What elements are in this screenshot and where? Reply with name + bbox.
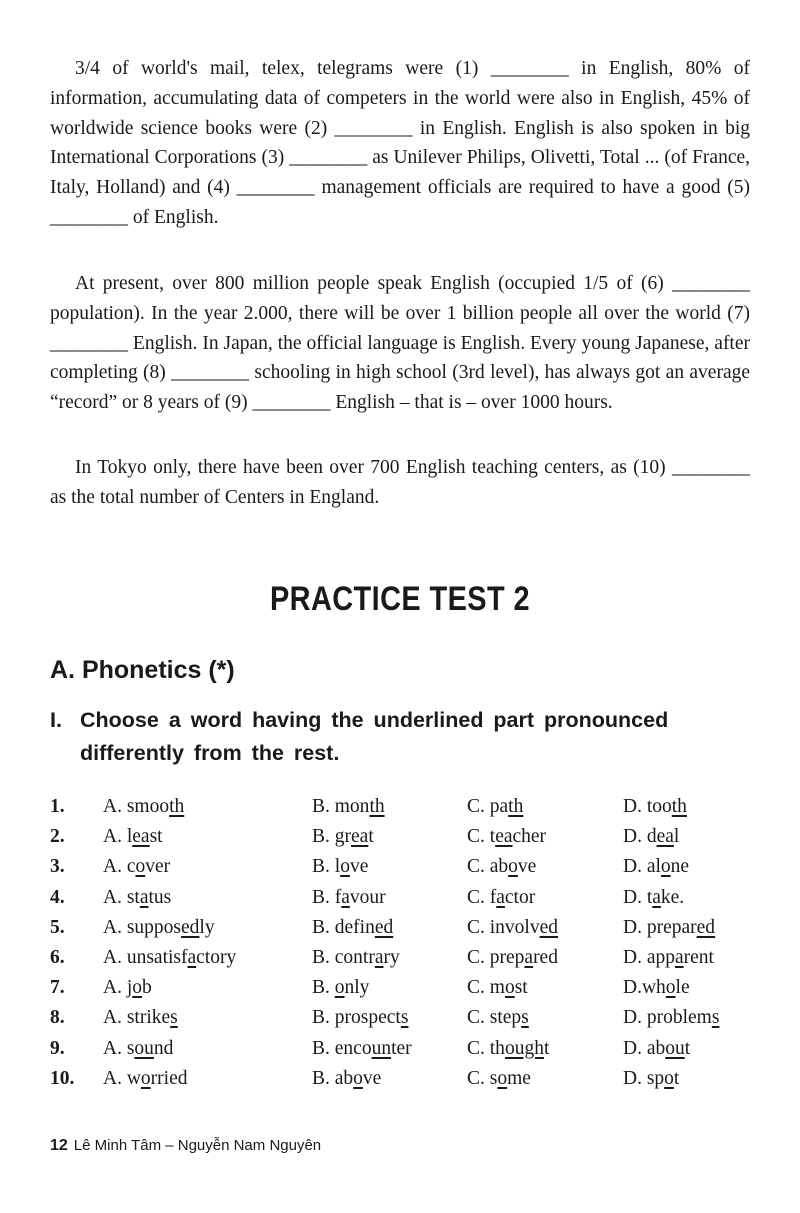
option-text: D. ab bbox=[623, 1037, 666, 1059]
exercise-instruction bbox=[50, 704, 750, 770]
option-text: b bbox=[142, 977, 152, 999]
underlined-part: a bbox=[652, 886, 661, 908]
option-text: D. al bbox=[623, 856, 661, 878]
underlined-part: th bbox=[369, 796, 385, 818]
question-number: 9. bbox=[50, 1037, 65, 1059]
option-text: st bbox=[149, 826, 163, 848]
answer-option bbox=[312, 826, 467, 848]
question-row bbox=[50, 852, 763, 882]
underlined-part: s bbox=[711, 1007, 720, 1029]
underlined-part: o bbox=[132, 977, 142, 999]
option-text: ve bbox=[349, 856, 369, 878]
option-text: C. ab bbox=[467, 856, 509, 878]
exercise-number: I. bbox=[50, 708, 62, 732]
option-text: ke. bbox=[660, 886, 685, 908]
option-text: ter bbox=[391, 1037, 412, 1059]
answer-option bbox=[312, 796, 467, 818]
underlined-part: a bbox=[496, 886, 505, 908]
paragraph-1: 3/4 of world's mail, telex, telegrams were (1) ________ in English, 80% of information, accumulating data of competers in the world were also in English, 45% of worldwide science books were (2) ________ in English. English is also spoken in big International Corporations (3) ________ as Unilever Philips, Olivetti, Total ... (of France, Italy, Holland) and (4) ________ management officials are required to have a good (5) ________ of English. bbox=[50, 58, 750, 228]
answer-option bbox=[103, 856, 312, 878]
option-text: C. involv bbox=[467, 916, 540, 938]
option-text: A. w bbox=[103, 1067, 141, 1089]
answer-option bbox=[623, 917, 763, 939]
question-row bbox=[50, 943, 763, 973]
instruction-line-2: differently from the rest. bbox=[80, 741, 340, 765]
answer-option bbox=[103, 887, 312, 909]
answer-option bbox=[103, 826, 312, 848]
option-text: B. contr bbox=[312, 947, 375, 969]
question-number: 4. bbox=[50, 886, 65, 908]
underlined-part: o bbox=[504, 977, 515, 999]
option-text: t bbox=[673, 1067, 680, 1089]
option-text: C. step bbox=[467, 1007, 522, 1029]
option-text: A. st bbox=[103, 886, 140, 908]
underlined-part: ed bbox=[181, 916, 200, 938]
option-text: cher bbox=[512, 826, 547, 848]
underlined-part: ough bbox=[504, 1037, 544, 1059]
question-row bbox=[50, 822, 763, 852]
underlined-part: o bbox=[508, 856, 518, 878]
page-number: 12 bbox=[50, 1137, 68, 1154]
instruction-line-1: Choose a word having the underlined part pronounced bbox=[80, 708, 669, 732]
option-text: ly bbox=[199, 916, 215, 938]
question-list bbox=[50, 792, 763, 1094]
option-text: ctory bbox=[196, 947, 237, 969]
option-text: D. d bbox=[623, 826, 657, 848]
option-text: D. problem bbox=[623, 1007, 712, 1029]
page-title: PRACTICE TEST 2 bbox=[269, 580, 531, 618]
option-text: ve bbox=[362, 1067, 382, 1089]
underlined-part: s bbox=[170, 1007, 178, 1029]
question-row bbox=[50, 913, 763, 943]
underlined-part: a bbox=[341, 886, 350, 908]
underlined-part: o bbox=[135, 856, 146, 878]
answer-option bbox=[467, 796, 623, 818]
question-number: 10. bbox=[50, 1067, 75, 1089]
option-text: le bbox=[675, 977, 690, 999]
underlined-part: o bbox=[140, 1067, 151, 1089]
option-text: me bbox=[507, 1067, 531, 1089]
underlined-part: a bbox=[139, 886, 149, 908]
option-text: D. app bbox=[623, 947, 675, 969]
option-text: B. f bbox=[312, 886, 342, 908]
option-text: A. strike bbox=[103, 1007, 171, 1029]
answer-option bbox=[467, 1038, 623, 1060]
answer-option bbox=[312, 856, 467, 878]
option-text: B. ab bbox=[312, 1067, 354, 1089]
answer-option bbox=[623, 1007, 763, 1029]
option-text: A. l bbox=[103, 826, 133, 848]
option-text: C. s bbox=[467, 1067, 498, 1089]
authors: Lê Minh Tâm – Nguyễn Nam Nguyên bbox=[73, 1137, 322, 1154]
underlined-part: o bbox=[340, 856, 350, 878]
option-text: ver bbox=[145, 856, 171, 878]
option-text: B. enco bbox=[312, 1037, 372, 1059]
option-text: ctor bbox=[504, 886, 536, 908]
underlined-part: o bbox=[353, 1067, 363, 1089]
option-text: D. too bbox=[623, 796, 672, 818]
answer-option bbox=[623, 1068, 763, 1090]
option-text: B. l bbox=[312, 856, 341, 878]
underlined-part: a bbox=[374, 947, 384, 969]
answer-option bbox=[467, 977, 623, 999]
option-text: t bbox=[543, 1037, 550, 1059]
option-text: C. pa bbox=[467, 796, 509, 818]
question-number: 5. bbox=[50, 916, 65, 938]
answer-option bbox=[467, 856, 623, 878]
underlined-part: o bbox=[660, 856, 671, 878]
answer-option bbox=[467, 1007, 623, 1029]
option-text: tus bbox=[148, 886, 172, 908]
answer-option bbox=[312, 1068, 467, 1090]
option-text: ne bbox=[670, 856, 690, 878]
option-text: C. t bbox=[467, 826, 496, 848]
underlined-part: o bbox=[334, 977, 345, 999]
answer-option bbox=[467, 917, 623, 939]
option-text: A. s bbox=[103, 1037, 135, 1059]
section-heading-phonetics: A. Phonetics (*) bbox=[50, 656, 235, 684]
underlined-part: ou bbox=[665, 1037, 685, 1059]
underlined-part: th bbox=[671, 796, 687, 818]
option-text: t bbox=[684, 1037, 691, 1059]
answer-option bbox=[623, 1038, 763, 1060]
underlined-part: ou bbox=[134, 1037, 154, 1059]
answer-option bbox=[103, 977, 312, 999]
underlined-part: ed bbox=[374, 916, 394, 938]
paragraph-2: At present, over 800 million people speak English (occupied 1/5 of (6) ________ population). In the year 2.000, there will be over 1 billion people all over the world (7) ________ English. In Japan, the official language is English. Every young Japanese, after completing (8) ________ schooling in high school (3rd level), has always got an average “record” or 8 years of (9) ________ English – that is – over 1000 hours. bbox=[50, 273, 750, 414]
option-text: D. sp bbox=[623, 1067, 665, 1089]
answer-option bbox=[103, 947, 312, 969]
answer-option bbox=[467, 947, 623, 969]
option-text: rried bbox=[150, 1067, 188, 1089]
answer-option bbox=[623, 826, 763, 848]
option-text: D. prepar bbox=[623, 916, 697, 938]
answer-option bbox=[103, 1007, 312, 1029]
underlined-part: un bbox=[371, 1037, 392, 1059]
underlined-part: s bbox=[400, 1007, 409, 1029]
underlined-part: ea bbox=[351, 826, 369, 848]
question-row bbox=[50, 973, 763, 1003]
underlined-part: s bbox=[521, 1007, 529, 1029]
answer-option bbox=[467, 887, 623, 909]
answer-option bbox=[312, 1007, 467, 1029]
answer-option bbox=[103, 1068, 312, 1090]
question-row bbox=[50, 1034, 763, 1064]
question-number: 2. bbox=[50, 826, 65, 848]
option-text: A. smoo bbox=[103, 796, 170, 818]
question-number: 3. bbox=[50, 856, 65, 878]
paragraph-3: In Tokyo only, there have been over 700 English teaching centers, as (10) ________ as the total number of Centers in England. bbox=[50, 457, 750, 508]
underlined-part: ea bbox=[656, 826, 674, 848]
question-number: 1. bbox=[50, 796, 65, 818]
answer-option bbox=[103, 796, 312, 818]
answer-option bbox=[312, 1038, 467, 1060]
option-text: A. suppos bbox=[103, 916, 182, 938]
underlined-part: ed bbox=[696, 916, 716, 938]
answer-option bbox=[623, 856, 763, 878]
answer-option bbox=[623, 887, 763, 909]
question-row bbox=[50, 1003, 763, 1033]
option-text: nd bbox=[153, 1037, 174, 1059]
underlined-part: a bbox=[524, 947, 534, 969]
answer-option bbox=[623, 796, 763, 818]
answer-option bbox=[103, 1038, 312, 1060]
underlined-part: ea bbox=[495, 826, 513, 848]
option-text: C. th bbox=[467, 1037, 505, 1059]
option-text: ve bbox=[517, 856, 537, 878]
option-text: D. t bbox=[623, 886, 653, 908]
answer-option bbox=[467, 1068, 623, 1090]
option-text: A. c bbox=[103, 856, 136, 878]
question-number: 8. bbox=[50, 1007, 65, 1029]
question-row bbox=[50, 792, 763, 822]
underlined-part: o bbox=[664, 1067, 674, 1089]
question-row bbox=[50, 883, 763, 913]
page-footer bbox=[50, 1137, 321, 1155]
underlined-part: o bbox=[665, 977, 676, 999]
answer-option bbox=[312, 917, 467, 939]
underlined-part: th bbox=[169, 796, 185, 818]
underlined-part: o bbox=[497, 1067, 508, 1089]
question-number: 7. bbox=[50, 977, 65, 999]
answer-option bbox=[312, 887, 467, 909]
answer-option bbox=[312, 977, 467, 999]
option-text: t bbox=[368, 826, 374, 848]
underlined-part: a bbox=[675, 947, 684, 969]
option-text: B. defin bbox=[312, 916, 375, 938]
underlined-part: ea bbox=[132, 826, 150, 848]
option-text: vour bbox=[349, 886, 386, 908]
answer-option bbox=[623, 947, 763, 969]
option-text: B. gr bbox=[312, 826, 351, 848]
option-text: C. f bbox=[467, 886, 497, 908]
option-text: l bbox=[673, 826, 680, 848]
option-text: A. unsatisf bbox=[103, 947, 188, 969]
answer-option bbox=[467, 826, 623, 848]
option-text: C. prep bbox=[467, 947, 525, 969]
answer-option bbox=[623, 977, 763, 999]
option-text: rent bbox=[683, 947, 714, 969]
option-text: A. j bbox=[103, 977, 133, 999]
question-number: 6. bbox=[50, 947, 65, 969]
option-text: red bbox=[533, 947, 558, 969]
underlined-part: ed bbox=[539, 916, 558, 938]
underlined-part: a bbox=[187, 947, 197, 969]
option-text: D.wh bbox=[623, 977, 666, 999]
option-text: B. bbox=[312, 977, 335, 999]
option-text: nly bbox=[344, 977, 370, 999]
answer-option bbox=[312, 947, 467, 969]
answer-option bbox=[103, 917, 312, 939]
question-row bbox=[50, 1064, 763, 1094]
option-text: B. mon bbox=[312, 796, 370, 818]
option-text: ry bbox=[383, 947, 400, 969]
option-text: st bbox=[514, 977, 528, 999]
option-text: B. prospect bbox=[312, 1007, 401, 1029]
underlined-part: th bbox=[508, 796, 524, 818]
option-text: C. m bbox=[467, 977, 505, 999]
